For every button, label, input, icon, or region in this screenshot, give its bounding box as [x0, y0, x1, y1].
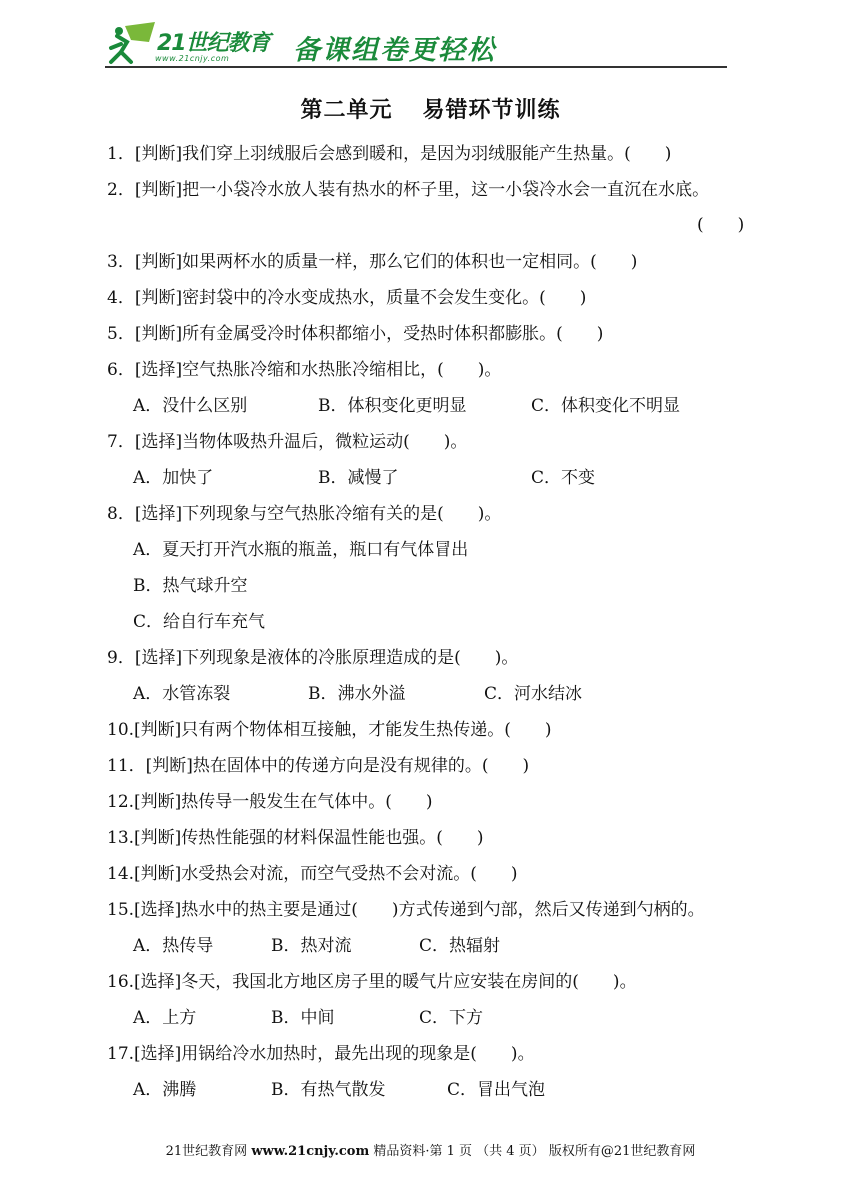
q9-option-a: A．水管冻裂 [133, 684, 231, 704]
question-2: 2．[判断]把一小袋冷水放人装有热水的杯子里，这一小袋冷水会一直沉在水底。 [107, 180, 710, 200]
question-12: 12.[判断]热传导一般发生在气体中。( ) [107, 792, 433, 812]
question-5: 5．[判断]所有金属受冷时体积都缩小，受热时体积都膨胀。( ) [107, 324, 604, 344]
question-1: 1．[判断]我们穿上羽绒服后会感到暖和，是因为羽绒服能产生热量。( ) [107, 144, 672, 164]
q6-option-c: C．体积变化不明显 [531, 396, 681, 416]
runner-logo-icon [105, 22, 157, 68]
question-13: 13.[判断]传热性能强的材料保温性能也强。( ) [107, 828, 484, 848]
header-divider [105, 66, 727, 68]
page-title [0, 93, 861, 124]
footer-page-info: 精品资料·第 1 页 （共 4 页） [373, 1144, 545, 1159]
question-17: 17.[选择]用锅给冷水加热时，最先出现的现象是( )。 [107, 1044, 535, 1064]
q8-option-b: B．热气球升空 [133, 576, 248, 596]
question-6: 6．[选择]空气热胀冷缩和水热胀冷缩相比，( )。 [107, 360, 502, 380]
logo-text: 21世纪教育 [157, 31, 270, 56]
q7-option-b: B．减慢了 [318, 468, 399, 488]
q16-option-a: A．上方 [133, 1008, 197, 1028]
footer-copyright: 版权所有@21世纪教育网 [548, 1144, 696, 1159]
q15-option-a: A．热传导 [133, 936, 214, 956]
header-slogan: 备课组卷更轻松 [293, 35, 496, 66]
title-subject: 易错环节训练 [422, 98, 561, 123]
q6-option-a: A．没什么区别 [133, 396, 248, 416]
question-16: 16.[选择]冬天，我国北方地区房子里的暖气片应安装在房间的( )。 [107, 972, 637, 992]
footer-brand: 21世纪教育网 [165, 1144, 248, 1159]
question-8: 8．[选择]下列现象与空气热胀冷缩有关的是( )。 [107, 504, 502, 524]
question-15: 15.[选择]热水中的热主要是通过( )方式传递到勺部，然后又传递到勺柄的。 [107, 900, 705, 920]
q15-option-b: B．热对流 [271, 936, 352, 956]
question-14: 14.[判断]水受热会对流，而空气受热不会对流。( ) [107, 864, 518, 884]
q17-option-b: B．有热气散发 [271, 1080, 386, 1100]
q17-option-a: A．沸腾 [133, 1080, 197, 1100]
question-3: 3．[判断]如果两杯水的质量一样，那么它们的体积也一定相同。( ) [107, 252, 638, 272]
q8-option-c: C．给自行车充气 [133, 612, 266, 632]
question-11: 11．[判断]热在固体中的传递方向是没有规律的。( ) [107, 756, 530, 776]
question-2-answer-blank: ( ) [697, 215, 745, 235]
q7-option-c: C．不变 [531, 468, 596, 488]
question-10: 10.[判断]只有两个物体相互接触，才能发生热传递。( ) [107, 720, 552, 740]
logo-url: www.21cnjy.com [155, 54, 230, 63]
q7-option-a: A．加快了 [133, 468, 214, 488]
footer-site-link[interactable]: www.21cnjy.com [251, 1144, 370, 1159]
q9-option-c: C．河水结冰 [484, 684, 583, 704]
q16-option-c: C．下方 [419, 1008, 484, 1028]
q17-option-c: C．冒出气泡 [447, 1080, 546, 1100]
q6-option-b: B．体积变化更明显 [318, 396, 467, 416]
page-footer [0, 1140, 861, 1159]
page-header [105, 22, 727, 70]
q9-option-b: B．沸水外溢 [308, 684, 406, 704]
q15-option-c: C．热辐射 [419, 936, 501, 956]
question-9: 9．[选择]下列现象是液体的冷胀原理造成的是( )。 [107, 648, 519, 668]
question-7: 7．[选择]当物体吸热升温后，微粒运动( )。 [107, 432, 468, 452]
question-4: 4．[判断]密封袋中的冷水变成热水，质量不会发生变化。( ) [107, 288, 587, 308]
q8-option-a: A．夏天打开汽水瓶的瓶盖，瓶口有气体冒出 [133, 540, 469, 560]
title-unit: 第二单元 [300, 98, 393, 123]
q16-option-b: B．中间 [271, 1008, 335, 1028]
